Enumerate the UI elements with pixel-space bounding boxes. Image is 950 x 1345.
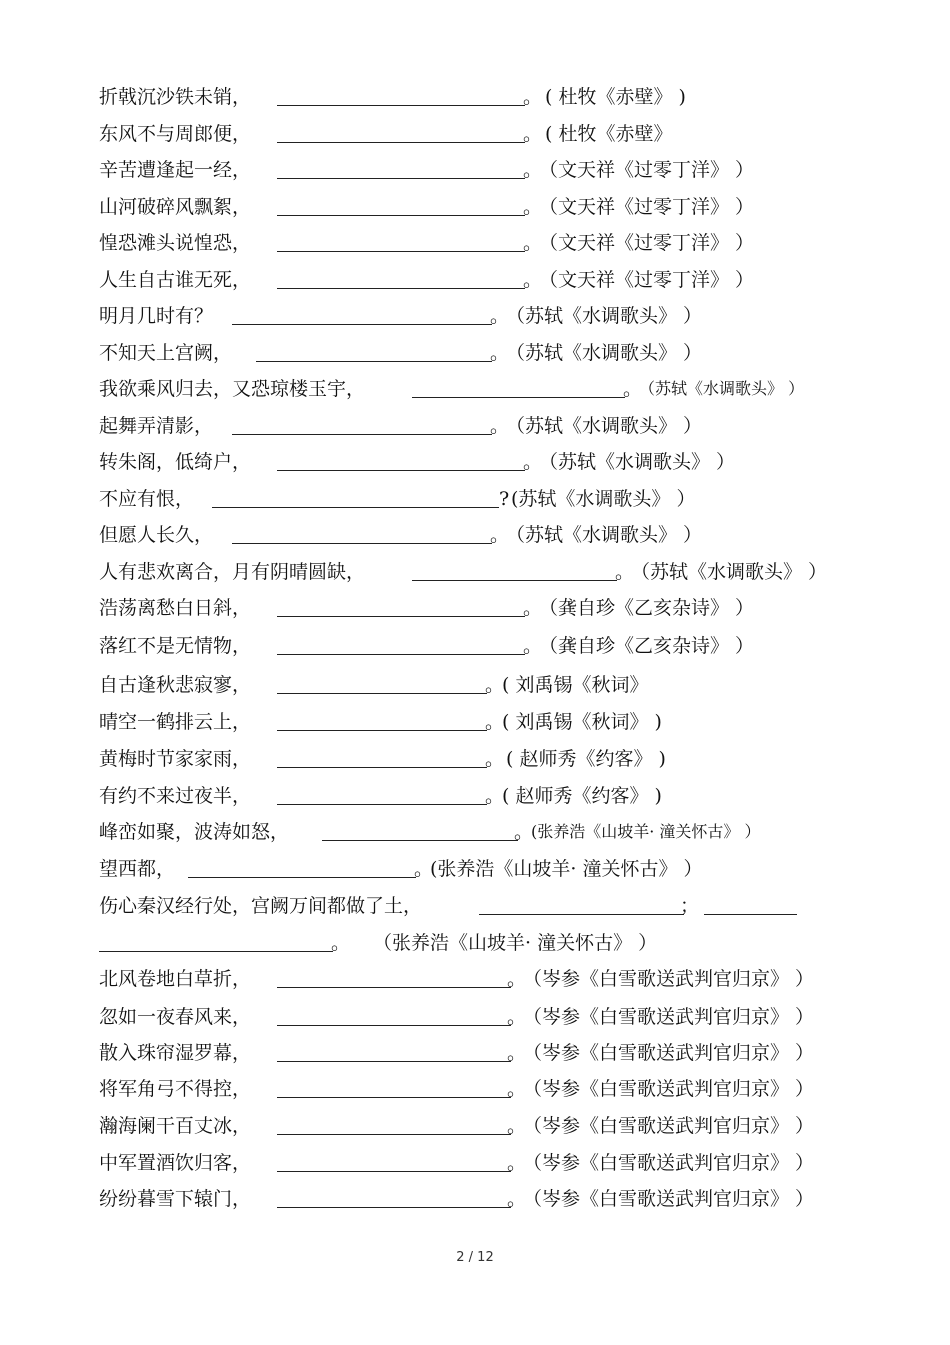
poem-prefix: 自古逢秋悲寂寥， [99,674,252,696]
answer-blank[interactable] [232,302,492,325]
poem-source: （苏轼《水调歌头》 ） [639,379,805,398]
answer-blank[interactable] [277,229,525,252]
poem-prefix: 我欲乘风归去，又恐琼楼玉宇， [99,378,366,400]
answer-blank[interactable] [212,485,499,508]
line-end-punct: 。 [623,378,643,400]
poem-source: (张养浩《山坡羊· 潼关怀古》 ） [430,858,703,880]
line-end-punct: 。 [523,123,543,145]
poem-source: （岑参《白雪歌送武判官归京》 ） [523,1152,815,1174]
poem-prefix: 晴空一鹤排云上， [99,711,252,733]
line-end-punct: 。 [507,1115,527,1137]
line-end-punct: 。 [523,451,543,473]
poem-prefix: 纷纷暮雪下辕门， [99,1188,252,1210]
line-end-punct: 。 [331,932,351,954]
poem-prefix: 山河破碎风飘絮， [99,196,252,218]
poem-source: （岑参《白雪歌送武判官归京》 ） [523,1078,815,1100]
poem-source: ( 赵师秀《约客》 ) [502,785,662,807]
answer-blank[interactable] [277,448,525,471]
line-end-punct: 。 [490,524,510,546]
poem-prefix: 中军置酒饮归客， [99,1152,252,1174]
poem-prefix: 峰峦如聚，波涛如怒， [99,821,290,843]
line-end-punct: 。 [485,748,505,770]
answer-blank[interactable] [277,965,511,988]
answer-blank[interactable] [277,83,525,106]
answer-blank[interactable] [412,375,625,398]
line-end-punct: 。 [523,196,543,218]
answer-blank[interactable] [704,892,797,915]
poem-prefix: 起舞弄清影， [99,415,214,437]
poem-prefix: 不应有恨， [99,488,195,510]
poem-source: （苏轼《水调歌头》 ） [506,305,703,327]
poem-prefix: 辛苦遭逢起一经， [99,159,252,181]
poem-source: （岑参《白雪歌送武判官归京》 ） [523,968,815,990]
line-end-punct: 。 [490,415,510,437]
line-end-punct: 。 [485,674,505,696]
poem-prefix: 忽如一夜春风来， [99,1006,252,1028]
poem-prefix: 将军角弓不得控， [99,1078,252,1100]
poem-prefix: 不知天上宫阙， [99,342,233,364]
poem-prefix: 伤心秦汉经行处，宫阙万间都做了土， [99,895,423,917]
poem-source: （岑参《白雪歌送武判官归京》 ） [523,1042,815,1064]
poem-prefix: 但愿人长久， [99,524,214,546]
line-end-punct: ； [680,895,700,917]
answer-blank[interactable] [277,193,525,216]
answer-blank[interactable] [277,1149,511,1172]
poem-prefix: 黄梅时节家家雨， [99,748,252,770]
answer-blank[interactable] [277,1112,511,1135]
answer-blank[interactable] [277,782,487,805]
poem-source: （苏轼《水调歌头》 ） [506,524,703,546]
poem-source: ( 杜牧《赤壁》 ) [545,86,686,108]
line-end-punct: 。 [523,635,543,657]
answer-blank[interactable] [412,558,617,581]
poem-source: （岑参《白雪歌送武判官归京》 ） [523,1188,815,1210]
poem-source: （张养浩《山坡羊· 潼关怀古》 ） [373,932,658,954]
poem-source: （文天祥《过零丁洋》 ） [539,269,755,291]
poem-source: （龚自珍《乙亥杂诗》 ） [539,597,755,619]
poem-prefix: 转朱阁，低绮户， [99,451,252,473]
poem-prefix: 折戟沉沙铁未销， [99,86,252,108]
poem-prefix: 人有悲欢离合，月有阴晴圆缺， [99,561,366,583]
line-end-punct: 。 [523,597,543,619]
poem-source: （岑参《白雪歌送武判官归京》 ） [523,1115,815,1137]
line-end-punct: 。 [615,561,635,583]
poem-source: （苏轼《水调歌头》 ） [539,451,736,473]
poem-source: ( 赵师秀《约客》 ) [506,748,666,770]
line-end-punct: 。 [507,968,527,990]
answer-blank[interactable] [277,671,487,694]
line-end-punct: 。 [485,785,505,807]
answer-blank[interactable] [277,1185,511,1208]
line-end-punct: 。 [507,1152,527,1174]
poem-prefix: 北风卷地白草折， [99,968,252,990]
answer-blank[interactable] [277,1003,511,1026]
answer-blank[interactable] [277,266,525,289]
poem-prefix: 人生自古谁无死， [99,269,252,291]
poem-prefix: 望西都， [99,858,176,880]
line-end-punct: 。 [523,232,543,254]
line-end-punct: 。 [490,342,510,364]
poem-source: (苏轼《水调歌头》 ） [511,488,696,510]
poem-source: （文天祥《过零丁洋》 ） [539,196,755,218]
answer-blank[interactable] [232,521,492,544]
answer-blank[interactable] [99,929,333,952]
poem-prefix: 散入珠帘湿罗幕， [99,1042,252,1064]
poem-prefix: 浩荡离愁白日斜， [99,597,252,619]
line-end-punct: 。 [507,1006,527,1028]
answer-blank[interactable] [277,745,487,768]
line-end-punct: 。 [490,305,510,327]
line-end-punct: 。 [507,1078,527,1100]
answer-blank[interactable] [277,594,525,617]
poem-source: （文天祥《过零丁洋》 ） [539,159,755,181]
answer-blank[interactable] [277,120,525,143]
answer-blank[interactable] [277,632,525,655]
poem-prefix: 明月几时有？ [99,305,214,327]
answer-blank[interactable] [232,412,492,435]
poem-source: ( 刘禹锡《秋词》 ) [502,711,662,733]
answer-blank[interactable] [277,1039,511,1062]
line-end-punct: 。 [523,159,543,181]
poem-source: （文天祥《过零丁洋》 ） [539,232,755,254]
line-end-punct: 。 [414,858,434,880]
poem-source: （岑参《白雪歌送武判官归京》 ） [523,1006,815,1028]
answer-blank[interactable] [277,156,525,179]
page-number: 2 / 12 [456,1250,494,1265]
line-end-punct: 。 [507,1042,527,1064]
answer-blank[interactable] [277,708,487,731]
poem-prefix: 惶恐滩头说惶恐， [99,232,252,254]
poem-source: ( 刘禹锡《秋词》 [502,674,649,696]
line-end-punct: 。 [523,86,543,108]
poem-source: (张养浩《山坡羊· 潼关怀古》 ） [531,822,761,841]
poem-prefix: 落红不是无情物， [99,635,252,657]
poem-source: （苏轼《水调歌头》 ） [506,415,703,437]
poem-prefix: 瀚海阑干百丈冰， [99,1115,252,1137]
answer-blank[interactable] [277,1075,511,1098]
answer-blank[interactable] [188,855,416,878]
line-end-punct: 。 [507,1188,527,1210]
line-end-punct: 。 [514,821,534,843]
poem-prefix: 有约不来过夜半， [99,785,252,807]
line-end-punct: ? [499,488,510,510]
poem-source: （苏轼《水调歌头》 ） [506,342,703,364]
answer-blank[interactable] [322,818,518,841]
poem-source: ( 杜牧《赤壁》 [545,123,673,145]
poem-source: （苏轼《水调歌头》 ） [631,561,828,583]
line-end-punct: 。 [485,711,505,733]
poem-prefix: 东风不与周郎便， [99,123,252,145]
answer-blank[interactable] [256,339,492,362]
poem-source: （龚自珍《乙亥杂诗》 ） [539,635,755,657]
line-end-punct: 。 [523,269,543,291]
answer-blank[interactable] [479,892,684,915]
